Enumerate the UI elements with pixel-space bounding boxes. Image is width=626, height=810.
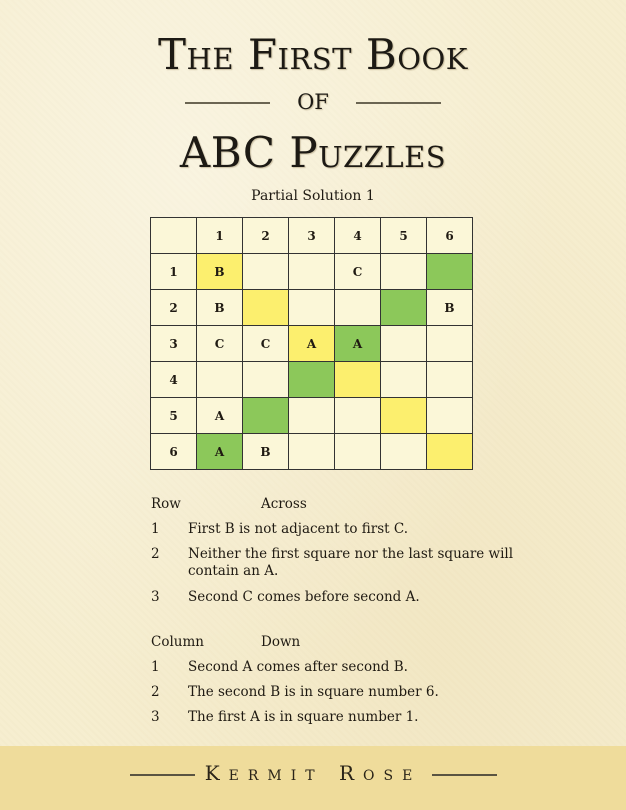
grid-cell: B	[243, 434, 289, 470]
grid-cell	[197, 362, 243, 398]
grid-cell: C	[335, 254, 381, 290]
grid-cell: B	[197, 254, 243, 290]
author-divider-right	[432, 774, 497, 776]
grid-cell	[335, 362, 381, 398]
row-header: 6	[151, 434, 197, 470]
grid-cell: A	[335, 326, 381, 362]
author-name: Kermit Rose	[204, 761, 422, 785]
down-clue-text: The second B is in square number 6.	[188, 684, 439, 700]
grid-cell	[243, 398, 289, 434]
down-clue-text: Second A comes after second B.	[188, 659, 408, 675]
grid-row	[151, 290, 473, 326]
across-clue-text: First B is not adjacent to first C.	[188, 521, 409, 537]
row-header: 1	[151, 254, 197, 290]
grid-cell	[381, 398, 427, 434]
col-header: 5	[381, 218, 427, 254]
down-head-label: Down	[261, 634, 301, 650]
grid-cell	[243, 290, 289, 326]
grid-cell	[427, 398, 473, 434]
grid-cell: A	[289, 326, 335, 362]
down-clue-number: 3	[151, 709, 160, 725]
row-header: 3	[151, 326, 197, 362]
puzzle-subtitle: Partial Solution 1	[251, 188, 375, 204]
col-header: 3	[289, 218, 335, 254]
across-clue-text: Second C comes before second A.	[188, 589, 420, 605]
puzzle-grid	[150, 217, 473, 470]
grid-cell	[381, 290, 427, 326]
grid-cell	[427, 434, 473, 470]
grid-cell: C	[243, 326, 289, 362]
grid-cell: A	[197, 398, 243, 434]
grid-cell	[289, 362, 335, 398]
grid-cell	[381, 434, 427, 470]
grid-cell	[335, 434, 381, 470]
grid-header-row	[151, 218, 473, 254]
col-header: 6	[427, 218, 473, 254]
down-clue-number: 2	[151, 684, 160, 700]
across-clue-number: 3	[151, 589, 160, 605]
grid-cell	[335, 398, 381, 434]
col-header: 1	[197, 218, 243, 254]
title-divider-right	[356, 102, 441, 104]
grid-cell	[427, 326, 473, 362]
grid-cell	[289, 434, 335, 470]
grid-cell	[243, 254, 289, 290]
grid-row	[151, 326, 473, 362]
grid-cell: C	[197, 326, 243, 362]
book-title-line-3: ABC Puzzles	[179, 128, 447, 177]
grid-row	[151, 434, 473, 470]
grid-cell	[381, 254, 427, 290]
grid-row	[151, 362, 473, 398]
grid-cell: B	[197, 290, 243, 326]
across-clue-text: Neither the first square nor the last square will contain an A.	[188, 546, 514, 579]
down-clue-text: The first A is in square number 1.	[188, 709, 419, 725]
grid-cell: B	[427, 290, 473, 326]
grid-cell	[289, 398, 335, 434]
across-head-label: Across	[261, 496, 307, 512]
across-clue-number: 2	[151, 546, 160, 562]
book-title-line-2: of	[297, 82, 329, 117]
grid-cell	[335, 290, 381, 326]
grid-row	[151, 254, 473, 290]
down-head-column: Column	[151, 634, 204, 650]
grid-cell	[381, 326, 427, 362]
grid-cell	[381, 362, 427, 398]
grid-cell	[289, 290, 335, 326]
grid-row	[151, 398, 473, 434]
grid-cell	[243, 362, 289, 398]
down-clue-number: 1	[151, 659, 160, 675]
row-header: 5	[151, 398, 197, 434]
row-header: 4	[151, 362, 197, 398]
grid-cell	[427, 254, 473, 290]
across-head-row: Row	[151, 496, 181, 512]
book-title-line-1: The First Book	[158, 30, 468, 79]
grid-cell: A	[197, 434, 243, 470]
col-header: 2	[243, 218, 289, 254]
across-clue-number: 1	[151, 521, 160, 537]
grid-cell	[289, 254, 335, 290]
grid-cell	[427, 362, 473, 398]
grid-corner-cell	[151, 218, 197, 254]
row-header: 2	[151, 290, 197, 326]
col-header: 4	[335, 218, 381, 254]
